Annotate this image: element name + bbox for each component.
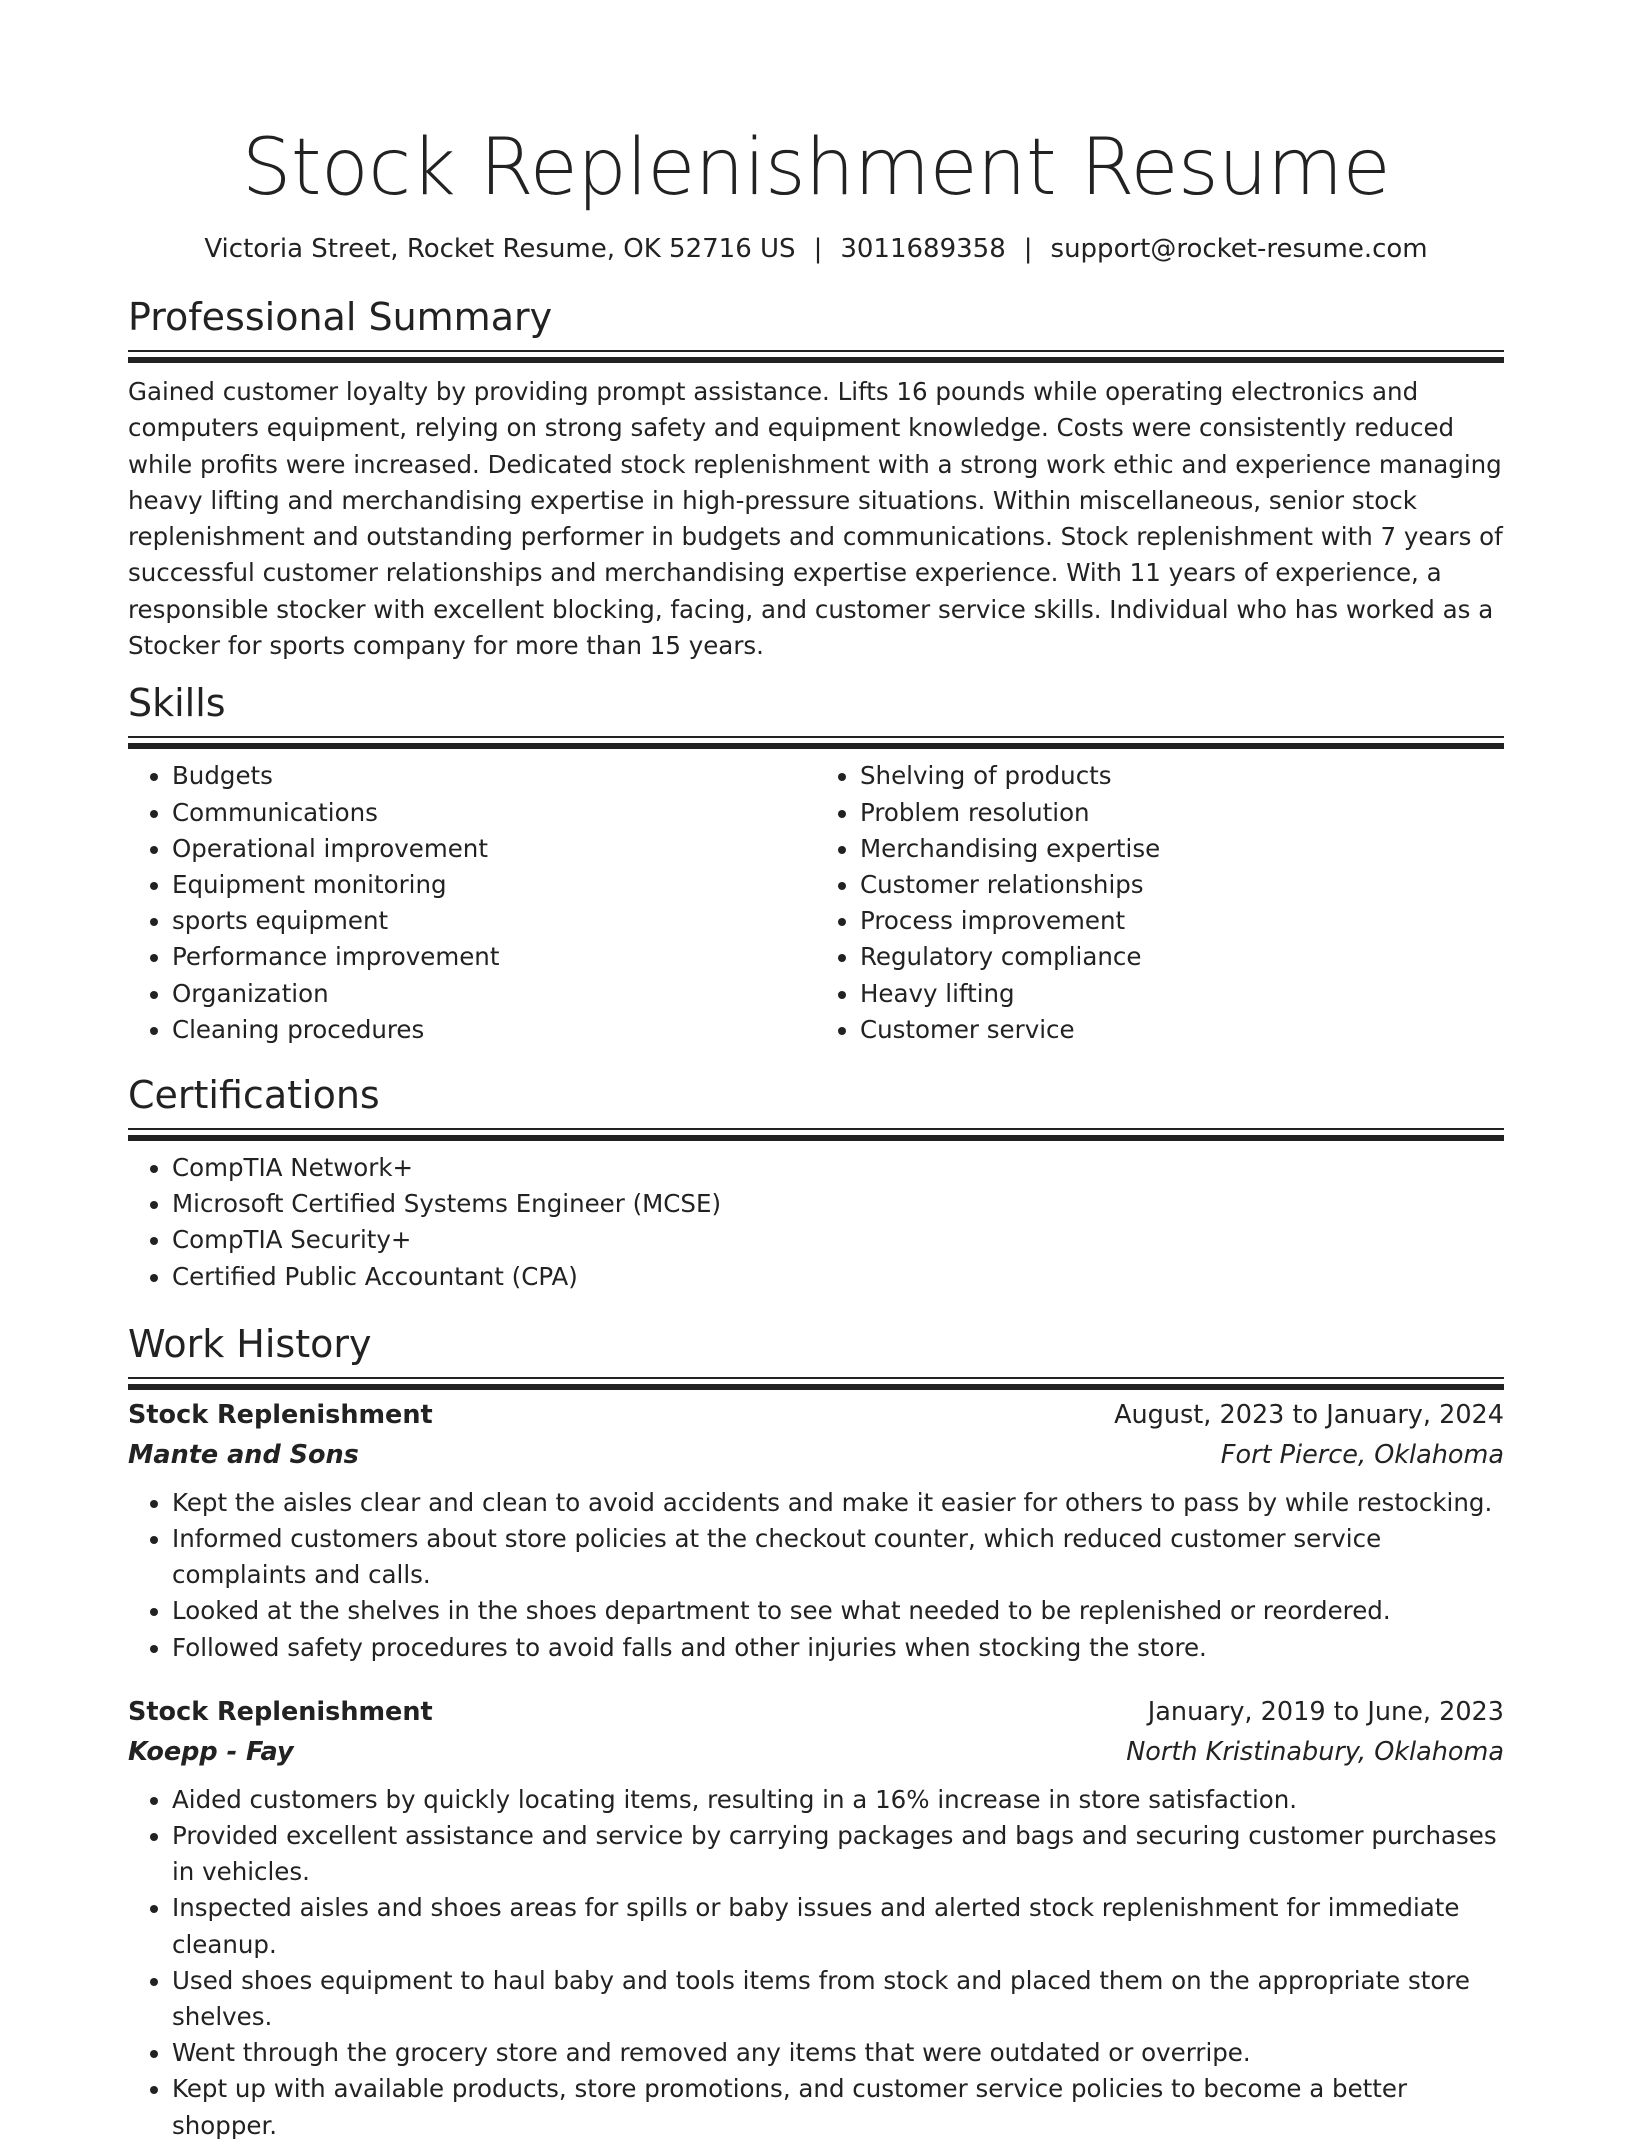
job-bullets (128, 1485, 1504, 1666)
job-bullets (128, 1782, 1504, 2144)
job-dates: January, 2019 to June, 2023 (1147, 1696, 1504, 1727)
job-company: Koepp - Fay (128, 1736, 294, 1767)
section-heading: Skills (128, 681, 226, 726)
list-item: • Cleaning procedures (172, 1012, 816, 1048)
list-item: • Used shoes equipment to haul baby and tools items from stock and placed them on the appropriate store shelves. (172, 1963, 1504, 2035)
list-item: • Customer relationships (860, 867, 1504, 903)
job-subheader (128, 1732, 1504, 1772)
skills-grid (128, 758, 1504, 1048)
section-heading: Certifications (128, 1073, 380, 1117)
list-item: • Aided customers by quickly locating items, resulting in a 16% increase in store satisfaction. (172, 1782, 1504, 1818)
list-item: • Heavy lifting (860, 976, 1504, 1012)
list-item: • Inspected aisles and shoes areas for spills or baby issues and alerted stock replenishment for immediate cleanup. (172, 1890, 1504, 1962)
list-item: • Provided excellent assistance and service by carrying packages and bags and securing customer purchases in vehicles. (172, 1818, 1504, 1890)
resume-page (128, 0, 1504, 2144)
section-divider (128, 1128, 1504, 1136)
contact-line (128, 232, 1504, 266)
skills-list-left (128, 758, 816, 1048)
job-title: Stock Replenishment (128, 1696, 433, 1727)
section-heading: Work History (128, 1321, 372, 1366)
section-divider (128, 350, 1504, 358)
section-divider (128, 736, 1504, 744)
list-item: • Customer service (860, 1012, 1504, 1048)
list-item: • Regulatory compliance (860, 939, 1504, 975)
list-item: • Informed customers about store policies at the checkout counter, which reduced customer service complaints and calls. (172, 1521, 1504, 1593)
list-item: • Communications (172, 795, 816, 831)
address: Victoria Street, Rocket Resume, OK 52716 US (204, 234, 796, 264)
list-item: • Budgets (172, 758, 816, 794)
section-heading: Professional Summary (128, 295, 553, 339)
list-item: • sports equipment (172, 903, 816, 939)
list-item: • Microsoft Certified Systems Engineer (MCSE) (172, 1186, 1504, 1222)
list-item: • Problem resolution (860, 795, 1504, 831)
work-history-section (128, 1319, 1504, 2144)
list-item: • Equipment monitoring (172, 867, 816, 903)
list-item: • Kept the aisles clear and clean to avoid accidents and make it easier for others to pass by while restocking. (172, 1485, 1504, 1521)
separator: | (813, 234, 823, 264)
list-item: • Certified Public Accountant (CPA) (172, 1259, 1504, 1295)
list-item: • Looked at the shelves in the shoes department to see what needed to be replenished or reordered. (172, 1593, 1504, 1629)
list-item: • Operational improvement (172, 831, 816, 867)
list-item: • Followed safety procedures to avoid falls and other injuries when stocking the store. (172, 1630, 1504, 1666)
email-link[interactable]: support@rocket-resume.com (1050, 234, 1428, 264)
job-location: Fort Pierce, Oklahoma (1220, 1439, 1504, 1470)
list-item: • Performance improvement (172, 939, 816, 975)
section-divider (128, 1377, 1504, 1385)
list-item: • Process improvement (860, 903, 1504, 939)
skills-list-right (816, 758, 1504, 1048)
list-item: • CompTIA Network+ (172, 1150, 1504, 1186)
job-entry (128, 1692, 1504, 2144)
job-entry (128, 1395, 1504, 1666)
certifications-list (128, 1150, 1504, 1295)
summary-section (128, 292, 1504, 664)
job-header (128, 1692, 1504, 1732)
list-item: • Shelving of products (860, 758, 1504, 794)
job-dates: August, 2023 to January, 2024 (1114, 1399, 1504, 1430)
jobs-list (128, 1395, 1504, 2144)
job-title: Stock Replenishment (128, 1399, 433, 1430)
job-location: North Kristinabury, Oklahoma (1126, 1736, 1504, 1767)
separator: | (1023, 234, 1033, 264)
list-item: • Kept up with available products, store promotions, and customer service policies to become a better shopper. (172, 2071, 1504, 2143)
list-item: • Merchandising expertise (860, 831, 1504, 867)
resume-title: Stock Replenishment Resume (241, 123, 1391, 213)
list-item: • Went through the grocery store and removed any items that were outdated or overripe. (172, 2035, 1504, 2071)
skills-section (128, 678, 1504, 1048)
list-item: • CompTIA Security+ (172, 1222, 1504, 1258)
list-item: • Organization (172, 976, 816, 1012)
summary-text: Gained customer loyalty by providing prompt assistance. Lifts 16 pounds while operating electronics and computers equipment, relying on strong safety and equipment knowledge. Costs were consistently reduced while profits were increased. Dedicated stock replenishment with a strong work ethic and experience managing heavy lifting and merchandising expertise in high-pressure situations. Within miscellaneous, senior stock replenishment and outstanding performer in budgets and communications. Stock replenishment with 7 years of successful customer relationships and merchandising expertise experience. With 11 years of experience, a responsible stocker with excellent blocking, facing, and customer service skills. Individual who has worked as a Stocker for sports company for more than 15 years. (128, 377, 1503, 661)
certifications-section (128, 1070, 1504, 1295)
phone: 3011689358 (840, 234, 1006, 264)
job-subheader (128, 1435, 1504, 1475)
job-company: Mante and Sons (128, 1439, 359, 1470)
job-header (128, 1395, 1504, 1435)
